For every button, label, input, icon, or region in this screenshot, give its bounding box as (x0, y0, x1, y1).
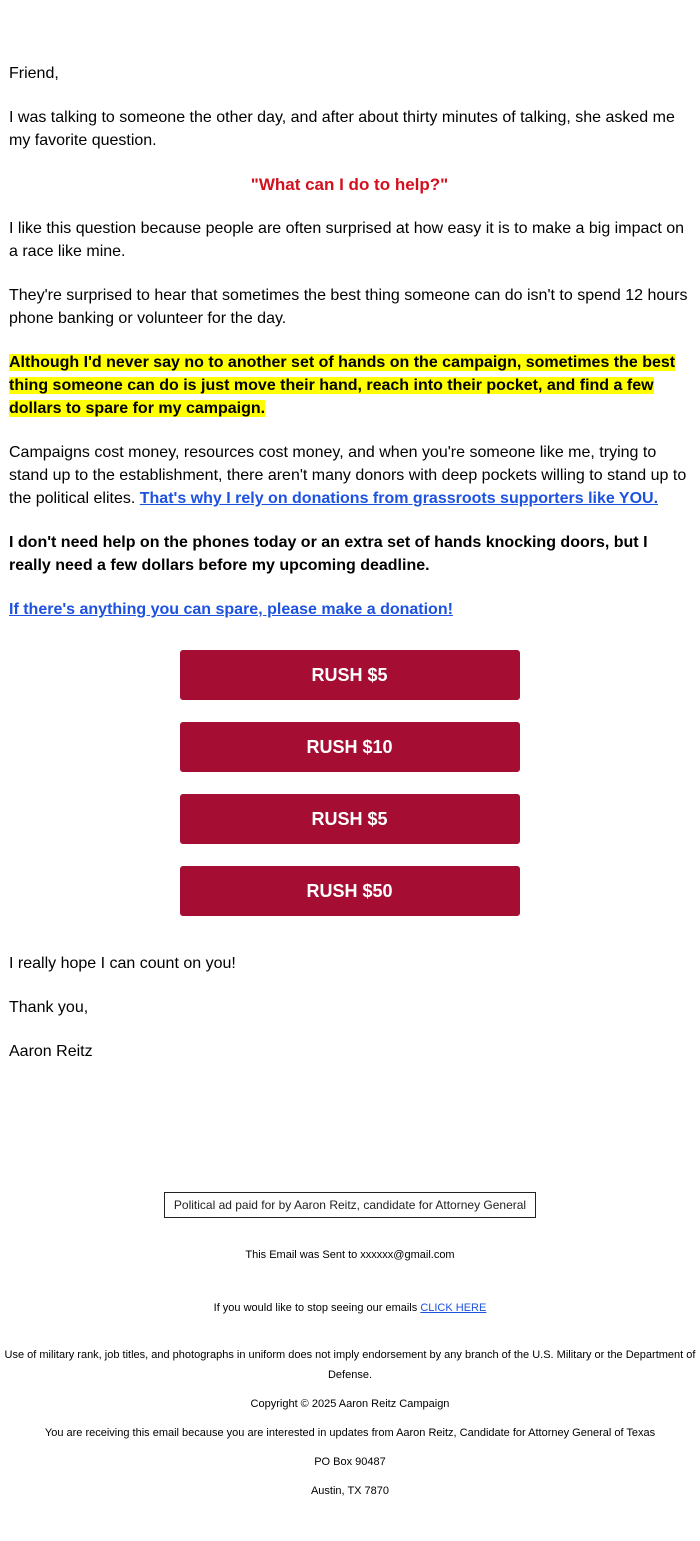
donate-line (9, 598, 690, 621)
signature: Aaron Reitz (9, 1043, 93, 1060)
rush-10-button[interactable]: RUSH $10 (180, 722, 520, 772)
yellow-highlight-text: Although I'd never say no to another set of hands on the campaign, sometimes the best thing someone can do is just move their hand, reach into their pocket, and find a few dollars to spare for my campaign. (9, 354, 676, 417)
closing-hope: I really hope I can count on you! (9, 955, 236, 972)
donation-buttons (9, 650, 690, 916)
closing-block (9, 952, 690, 1063)
receiving-reason-line: You are receiving this email because you are interested in updates from Aaron Reitz, Candidate for Attorney General of Texas (44, 1427, 656, 1439)
rush-50-button[interactable]: RUSH $50 (180, 866, 520, 916)
paragraph-easy-impact: I like this question because people are often surprised at how easy it is to make a big impact on a race like mine. (9, 220, 685, 260)
sent-to-line: This Email was Sent to xxxxxx@gmail.com (245, 1249, 455, 1261)
paragraph-surprised: They're surprised to hear that sometimes the best thing someone can do isn't to spend 12 hours phone banking or volunteer for the day. (9, 287, 688, 327)
unsubscribe-line (0, 1298, 700, 1318)
paragraph-donors (9, 441, 690, 510)
paragraph-highlighted (9, 351, 690, 420)
paragraph-intro: I was talking to someone the other day, and after about thirty minutes of talking, she asked me my favorite question. (9, 109, 675, 149)
rush-5-button-2[interactable]: RUSH $5 (180, 794, 520, 844)
paid-for-disclaimer-box: Political ad paid for by Aaron Reitz, candidate for Attorney General (164, 1192, 536, 1218)
closing-thanks: Thank you, (9, 999, 89, 1016)
city-state-zip-line: Austin, TX 7870 (310, 1485, 390, 1497)
copyright-line: Copyright © 2025 Aaron Reitz Campaign (250, 1398, 450, 1410)
email-footer (0, 1192, 700, 1541)
grassroots-donation-link[interactable]: That's why I rely on donations from grassroots supporters like YOU. (139, 490, 659, 507)
po-box-line: PO Box 90487 (314, 1456, 386, 1468)
military-disclaimer: Use of military rank, job titles, and photographs in uniform does not imply endorsement by any branch of the U.S. Military or the Department of Defense. (4, 1349, 696, 1381)
unsubscribe-text: If you would like to stop seeing our emails (213, 1302, 418, 1314)
make-a-donation-link[interactable]: If there's anything you can spare, please make a donation! (9, 601, 453, 618)
unsubscribe-link[interactable]: CLICK HERE (420, 1302, 487, 1314)
greeting: Friend, (9, 65, 59, 82)
spacer (9, 1084, 690, 1192)
paragraph-need-dollars: I don't need help on the phones today or an extra set of hands knocking doors, but I really need a few dollars before my upcoming deadline. (9, 534, 648, 574)
donors-text: Campaigns cost money, resources cost money, and when you're someone like me, trying to stand up to the establishment, there aren't many donors with deep pockets willing to stand up to the political elites. (9, 444, 687, 507)
rush-5-button[interactable]: RUSH $5 (180, 650, 520, 700)
red-question-heading: "What can I do to help?" (250, 175, 449, 194)
